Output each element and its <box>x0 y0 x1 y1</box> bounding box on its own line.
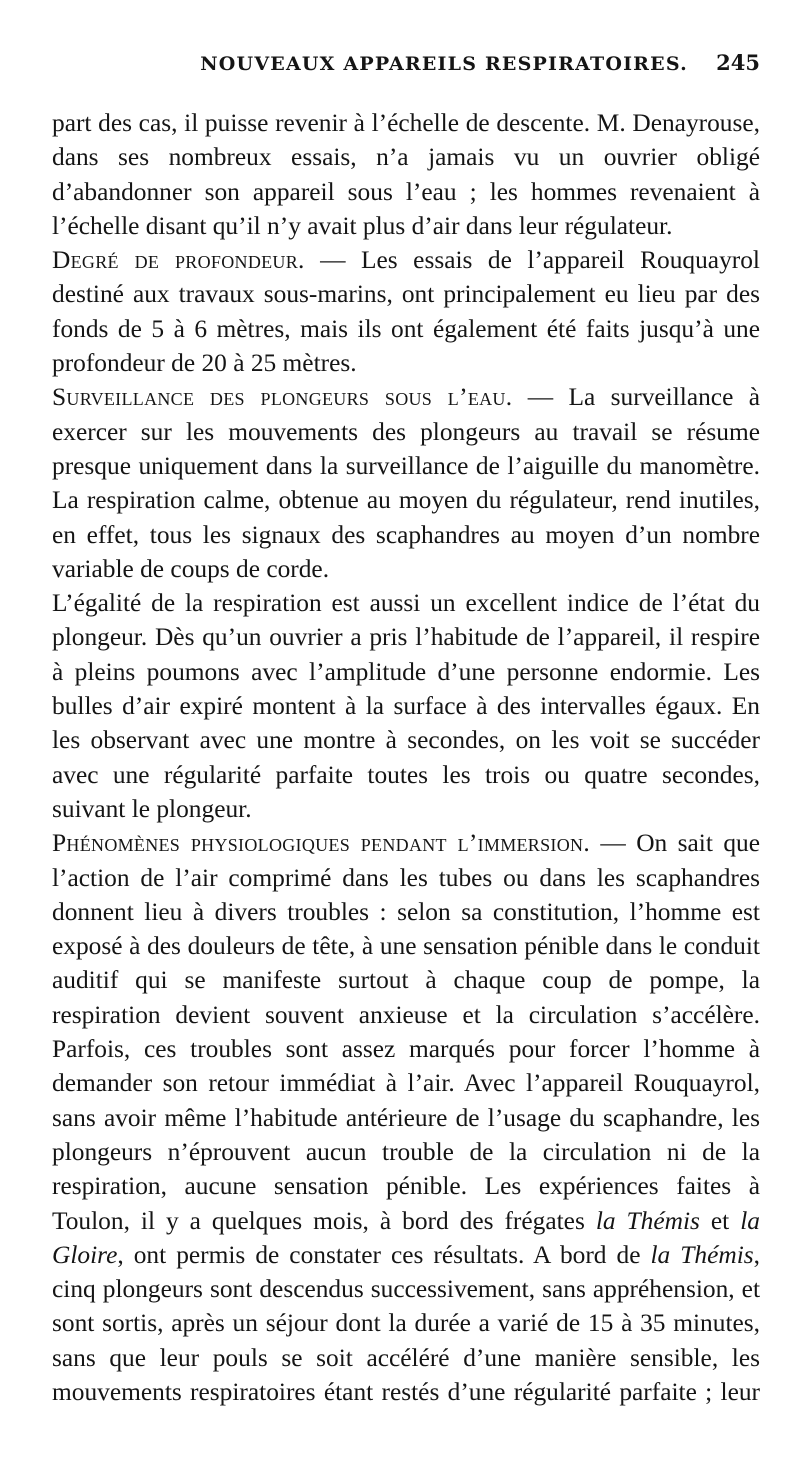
paragraph-2 <box>52 243 760 380</box>
paragraph-5-text-b: , ont permis de constater ces résultats. A bord de <box>117 1240 641 1269</box>
conjunction: et <box>710 1206 730 1235</box>
paragraph-1-text: part des cas, il puisse revenir à l’échelle de descente. M. Denayrouse, dans ses nombreux essais, n’a jamais vu un ouvrier obligé d’abandonner son appareil sous l’eau ; les hommes revenaient à l’échelle disant qu’il n’y avait plus d’air dans leur régulateur. <box>52 109 760 240</box>
paragraph-4-text: L’égalité de la respiration est aussi un excellent indice de l’état du plongeur. Dès qu’un ouvrier a pris l’habitude de l’appareil, il respire à pleins poumons avec l’amplitude d’une personne endormie. Les bulles d’air expiré montent à la surface à des intervalles égaux. En les observant avec une montre à secondes, on les voit se succéder avec une régularité parfaite toutes les trois ou quatre secondes, suivant le plongeur. <box>52 589 760 823</box>
paragraph-3 <box>52 380 760 586</box>
ship-name-gloire: la Gloire <box>52 1206 760 1269</box>
page-number: 245 <box>716 50 760 75</box>
section-heading-surveillance: Surveillance des plongeurs sous l’eau. <box>52 383 513 412</box>
paragraph-5-text-a: — On sait que l’action de l’air comprimé dans les tubes ou dans les scaphandres donnent lieu à divers troubles : selon sa constitution, l’homme est exposé à des douleurs de tête, à une sensation pénible dans le conduit auditif qui se manifeste surtout à chaque coup de pompe, la respiration devient souvent anxieuse et la circulation s’accélère. Parfois, ces troubles sont assez marqués pour forcer l’homme à demander son retour immédiat à l’air. Avec l’appareil Rouquayrol, sans avoir même l’habitude antérieure de l’usage du scaphandre, les plongeurs n’éprouvent aucun trouble de la circulation ni de la respiration, aucune sensation pénible. Les expériences faites à Toulon, il y a quelques mois, à bord des frégates <box>52 829 760 1235</box>
paragraph-4 <box>52 586 760 826</box>
paragraph-5 <box>52 826 760 1409</box>
running-header <box>52 50 760 80</box>
section-heading-depth: Degré de profondeur. <box>52 246 305 275</box>
paragraph-3-text: — La surveillance à exercer sur les mouvements des plongeurs au travail se résume presque uniquement dans la surveillance de l’aiguille du manomètre. La respiration calme, obtenue au moyen du régulateur, rend inutiles, en effet, tous les signaux des scaphandres au moyen d’un nombre variable de coups de corde. <box>52 383 760 583</box>
body-text <box>52 106 760 1409</box>
ship-name-themis: la Thémis <box>595 1206 700 1235</box>
running-title: NOUVEAUX APPAREILS RESPIRATOIRES. <box>200 53 688 75</box>
paragraph-2-text: — Les essais de l’appareil Rouquayrol destiné aux travaux sous-marins, ont principalement eu lieu par des fonds de 5 à 6 mètres, mais ils ont également été faits jusqu’à une profondeur de 20 à 25 mètres. <box>52 246 760 378</box>
ship-name-themis-2: la Thémis <box>650 1240 754 1269</box>
section-heading-phenomena: Phénomènes physiologiques pendant l’immersion. <box>52 829 590 858</box>
paragraph-5-text-c: , cinq plongeurs sont descendus successivement, sans appréhension, et sont sortis, après un séjour dont la durée a varié de 15 à 35 minutes, sans que leur pouls se soit accéléré d’une manière sensible, les mouvements respiratoires étant restés d’une régularité parfaite ; leur <box>52 1240 760 1406</box>
paragraph-1 <box>52 106 760 243</box>
